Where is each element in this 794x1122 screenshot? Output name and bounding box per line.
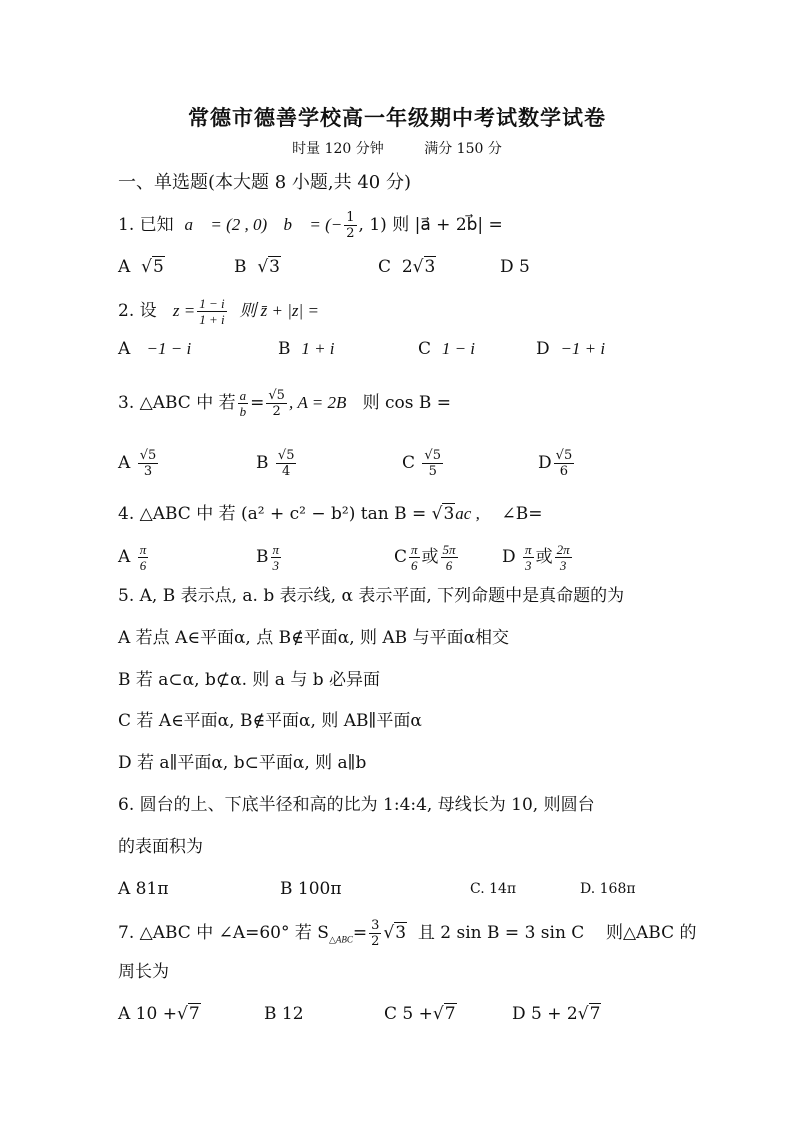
question-6-line-1: 6. 圆台的上、下底半径和高的比为 1:4:4, 母线长为 10, 则圆台	[118, 795, 595, 815]
option-b[interactable]: B 12	[264, 1004, 304, 1024]
option-a[interactable]: A 81π	[118, 879, 169, 899]
question-5-option-b[interactable]: B 若 a⊂α, b⊄α. 则 a 与 b 必异面	[118, 670, 381, 690]
option-b[interactable]: B 1 + i	[278, 339, 335, 359]
option-c[interactable]: C $\frac{\pi}{6}$ 或 $\frac{5\pi}{6}$	[394, 542, 456, 573]
option-d[interactable]: D 5 + 2√7	[512, 1004, 601, 1024]
option-b[interactable]: B √3	[234, 257, 280, 277]
question-4: 4. △ABC 中 若 (a² + c² − b²) tan B = √3ac , ∠B=	[118, 504, 543, 524]
option-d[interactable]: D $\frac{√5}{6}$	[538, 448, 573, 479]
question-1: 1. 已知 a⃗ = (2 , 0) b⃗ = (− $\frac{1}{2}$ , 1) 则 |a⃗ + 2b⃗| =	[118, 210, 503, 241]
option-a[interactable]: A −1 − i	[118, 339, 192, 359]
option-d[interactable]: D $\frac{\pi}{3}$ 或 $\frac{2\pi}{3}$	[502, 542, 570, 573]
option-a[interactable]: A $\frac{√5}{3}$	[118, 448, 157, 479]
exam-time: 时量 120 分钟	[292, 141, 384, 157]
question-2: 2. 设 z = $\frac{1 - i}{1 + i}$ 则 z̄ + |z| =	[118, 296, 319, 327]
option-d[interactable]: D 5	[500, 257, 530, 277]
option-c[interactable]: C. 14π	[470, 881, 517, 897]
exam-title: 常德市德善学校高一年级期中考试数学试卷	[188, 105, 606, 130]
exam-subtitle	[0, 138, 794, 158]
option-c[interactable]: C $\frac{√5}{5}$	[402, 448, 441, 479]
question-7: 7. △ABC 中 ∠A=60° 若 $S_{\triangle ABC}=$ $\frac{3}{2}$ √3 且 2 sin B = 3 sin C 则△ABC 的	[118, 918, 697, 949]
question-5-option-a[interactable]: A 若点 A∈平面α, 点 B∉平面α, 则 AB 与平面α相交	[118, 628, 510, 648]
option-a[interactable]: A $\frac{\pi}{6}$	[118, 542, 147, 573]
exam-score: 满分 150 分	[424, 141, 502, 157]
option-b[interactable]: B $\frac{√5}{4}$	[256, 448, 295, 479]
question-5-option-c[interactable]: C 若 A∈平面α, B∉平面α, 则 AB∥平面α	[118, 711, 422, 731]
question-3: 3. △ABC 中 若 $\frac{a}{b}$ = $\frac{√5}{2}$ , A = 2B 则 cos B =	[118, 388, 452, 419]
option-c[interactable]: C 5 +√7	[384, 1004, 456, 1024]
option-d[interactable]: D. 168π	[580, 881, 636, 897]
option-a[interactable]: A √5	[118, 257, 164, 277]
option-d[interactable]: D −1 + i	[536, 339, 606, 359]
question-6-line-2: 的表面积为	[118, 837, 203, 857]
question-5-option-d[interactable]: D 若 a∥平面α, b⊂平面α, 则 a∥b	[118, 753, 367, 773]
option-b[interactable]: B 100π	[280, 879, 342, 899]
option-b[interactable]: B $\frac{\pi}{3}$	[256, 542, 280, 573]
option-a[interactable]: A 10 +√7	[118, 1004, 200, 1024]
option-c[interactable]: C 2√3	[378, 257, 436, 277]
option-c[interactable]: C 1 − i	[418, 339, 476, 359]
section-heading: 一、单选题(本大题 8 小题,共 40 分)	[118, 172, 412, 193]
question-7-line-2: 周长为	[118, 962, 169, 982]
question-5: 5. A, B 表示点, a. b 表示线, α 表示平面, 下列命题中是真命题的为	[118, 586, 625, 606]
